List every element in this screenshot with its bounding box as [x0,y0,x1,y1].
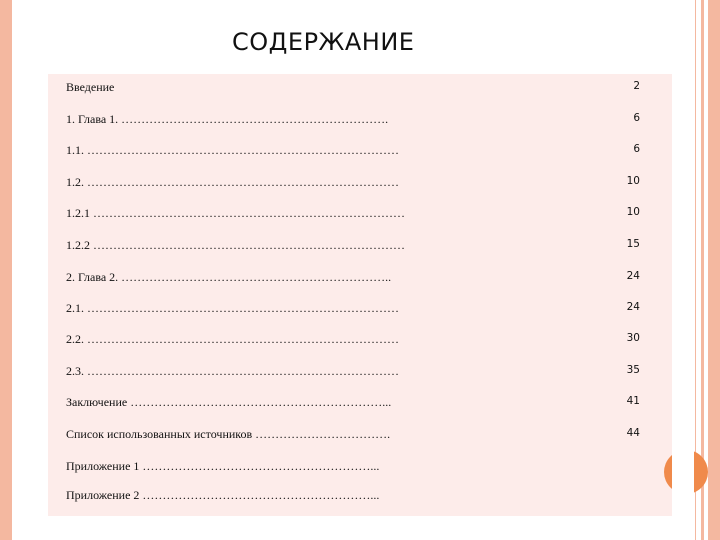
toc-item [48,332,672,352]
toc-item-text: Введение [66,80,115,94]
toc-item-page: 2 [633,80,640,92]
toc-item [48,488,672,508]
toc-item [48,175,672,195]
toc-item [48,238,672,258]
toc-item [48,301,672,321]
toc-item-text: 1.2.2 …………………………………………………………………… [66,238,405,252]
toc-item-page: 44 [626,427,640,439]
toc-item-text: Список использованных источников ……………………………. [66,427,391,441]
toc-item [48,459,672,479]
toc-item-page: 10 [626,206,640,218]
toc-item-text: 1. Глава 1. …………………………………………………………. [66,112,389,126]
toc-item-page: 6 [633,143,640,155]
toc-item [48,270,672,290]
page-title: СОДЕРЖАНИЕ [232,28,415,56]
toc-item-page: 41 [626,395,640,407]
toc-item [48,395,672,415]
toc-item-text: Заключение ………………………………………………………... [66,395,392,409]
toc-item-text: Приложение 1 …………………………………………………... [66,459,380,473]
toc-panel [48,74,672,516]
toc-item-page: 35 [626,364,640,376]
toc-item-text: 1.2. …………………………………………………………………… [66,175,399,189]
toc-item-page: 24 [626,301,640,313]
toc-item [48,112,672,132]
toc-item [48,364,672,384]
toc-item-page: 10 [626,175,640,187]
toc-item-text: 2. Глава 2. ………………………………………………………….. [66,270,392,284]
toc-item [48,80,672,100]
toc-item-text: 2.2. …………………………………………………………………… [66,332,399,346]
toc-item-text: 2.3. …………………………………………………………………… [66,364,399,378]
toc-item-page: 30 [626,332,640,344]
slide-border-left [0,0,12,540]
toc-item [48,206,672,226]
toc-item-page: 24 [626,270,640,282]
slide-border-right [708,0,720,540]
toc-item [48,427,672,447]
toc-item-page: 15 [626,238,640,250]
slide-edge [672,448,694,500]
toc-item-text: Приложение 2 …………………………………………………... [66,488,380,502]
toc-item-page: 6 [633,112,640,124]
toc-item [48,143,672,163]
toc-item-text: 1.2.1 …………………………………………………………………… [66,206,405,220]
toc-item-text: 2.1. …………………………………………………………………… [66,301,399,315]
toc-item-text: 1.1. …………………………………………………………………… [66,143,399,157]
